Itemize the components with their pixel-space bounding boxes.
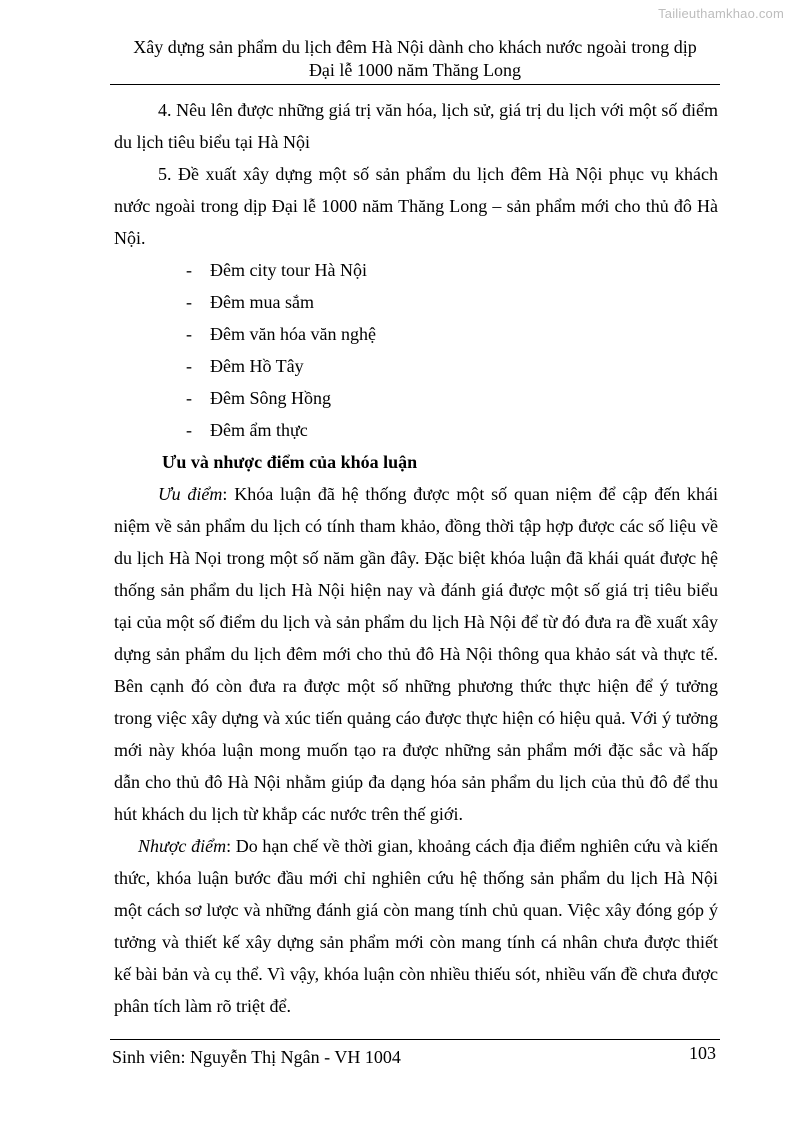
document-body [114, 94, 718, 1022]
list-item-text: Đêm city tour Hà Nội [210, 260, 367, 280]
list-item-text: Đêm ẩm thực [210, 420, 308, 440]
watermark: Tailieuthamkhao.com [658, 6, 784, 21]
page-header [110, 36, 720, 85]
list-item [114, 318, 718, 350]
item-5-paragraph: 5. Đề xuất xây dựng một số sản phẩm du lịch đêm Hà Nội phục vụ khách nước ngoài trong dịp Đại lễ 1000 năm Thăng Long – sản phẩm mới cho thủ đô Hà Nội. [114, 164, 718, 248]
list-item-text: Đêm mua sắm [210, 292, 314, 312]
advantage-text: : Khóa luận đã hệ thống được một số quan niệm để cập đến khái niệm về sản phẩm du lịch có tính tham khảo, đồng thời tập hợp được các số liệu về du lịch Hà Nọi trong một số năm gần đây. Đặc biệt khóa luận đã khái quát được hệ thống sản phẩm du lịch Hà Nội hiện nay và đánh giá được một số giá trị tiêu biểu tại của một số điểm du lịch và sản phẩm du lịch Hà Nội để từ đó đưa ra đề xuất xây dựng sản phẩm du lịch đêm mới cho thủ đô Hà Nội thông qua khảo sát và thực tế. Bên cạnh đó còn đưa ra được một số những phương thức thực hiện để ý tưởng trong việc xây dựng và xúc tiến quảng cáo được thực hiện có hiệu quả. Với ý tưởng mới này khóa luận mong muốn tạo ra được những sản phẩm mới đặc sắc và hấp dẫn cho thủ đô Hà Nội nhằm giúp đa dạng hóa sản phẩm du lịch của thủ đô để thu hút khách du lịch từ khắp các nước trên thế giới. [114, 484, 718, 824]
bullet-dash: - [186, 324, 192, 344]
section-heading: Ưu và nhược điểm của khóa luận [162, 452, 418, 472]
bullet-dash: - [186, 260, 192, 280]
header-line-2: Đại lễ 1000 năm Thăng Long [308, 60, 522, 80]
disadvantage-text: : Do hạn chế về thời gian, khoảng cách địa điểm nghiên cứu và kiến thức, khóa luận bước đầu mới chỉ nghiên cứu hệ thống sản phẩm du lịch Hà Nội một cách sơ lược và những đánh giá còn mang tính chủ quan. Việc xây đóng góp ý tưởng và thiết kế xây dựng sản phẩm mới còn mang tính cá nhân chưa được thiết kế bài bản và cụ thể. Vì vậy, khóa luận còn nhiều thiếu sót, nhiều vấn đề chưa được phân tích làm rõ triệt để. [114, 836, 718, 1016]
bullet-dash: - [186, 420, 192, 440]
disadvantage-label: Nhược điểm [138, 836, 227, 856]
bullet-dash: - [186, 388, 192, 408]
list-item-text: Đêm Sông Hồng [210, 388, 331, 408]
bullet-dash: - [186, 292, 192, 312]
page-number: 103 [689, 1043, 716, 1063]
list-item [114, 414, 718, 446]
header-line-1: Xây dựng sản phẩm du lịch đêm Hà Nội dành cho khách nước ngoài trong dịp [133, 37, 697, 57]
item-4-paragraph: 4. Nêu lên được những giá trị văn hóa, lịch sử, giá trị du lịch với một số điểm du lịch tiêu biểu tại Hà Nội [114, 100, 718, 152]
student-info: Sinh viên: Nguyễn Thị Ngân - VH 1004 [112, 1047, 401, 1067]
advantage-paragraph [114, 478, 718, 830]
list-item [114, 382, 718, 414]
list-item [114, 254, 718, 286]
page-footer [110, 1039, 720, 1074]
bullet-dash: - [186, 356, 192, 376]
list-item-text: Đêm văn hóa văn nghệ [210, 324, 376, 344]
disadvantage-paragraph [114, 830, 718, 1022]
advantage-label: Ưu điểm [158, 484, 223, 504]
night-product-list [114, 254, 718, 446]
list-item-text: Đêm Hồ Tây [210, 356, 304, 376]
list-item [114, 350, 718, 382]
list-item [114, 286, 718, 318]
